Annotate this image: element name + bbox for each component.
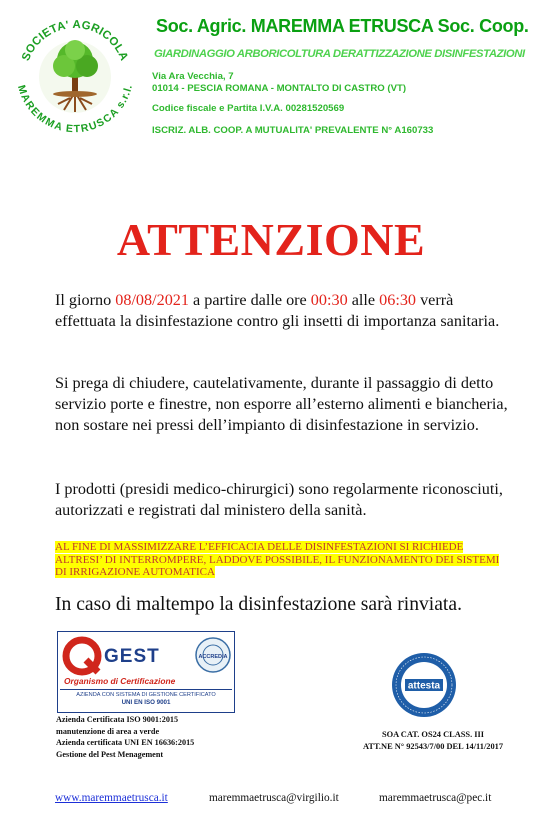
- cert-line: Gestione del Pest Menagement: [56, 749, 164, 759]
- soa-line: SOA CAT. OS24 CLASS. III: [381, 730, 485, 739]
- attesta-seal-icon: [391, 652, 457, 718]
- highlighted-text: AL FINE DI MASSIMIZZARE L’EFFICACIA DELLE DISINFESTAZIONI SI RICHIEDE ALTRESI’ DI INTERROMPERE, LADDOVE POSSIBILE, IL FUNZIONAMENTO DEI SISTEMI DI IRRIGAZIONE AUTOMATICA: [55, 541, 500, 579]
- cert-line: Azienda Certificata ISO 9001:2015: [56, 715, 179, 724]
- cooperative-registration: ISCRIZ. ALB. COOP. A MUTUALITA' PREVALENTE N° A160733: [152, 125, 434, 136]
- paragraph-text: verrà effettuata la disinfestazione contro gli insetti di importanza sanitaria.: [55, 291, 500, 330]
- cert-line: manutenzione di area a verde: [56, 726, 160, 736]
- notice-paragraph-precautions: Si prega di chiudere, cautelativamente, durante il passaggio di detto servizio porte e finestre, non esporre all’esterno alimenti e biancheria, non sostare nei pressi dell’impianto di disinfestazione in servizio.: [55, 374, 508, 434]
- soa-certification: [343, 729, 523, 753]
- logo-text-bottom: MAREMMA ETRUSCA s.r.l.: [15, 83, 135, 136]
- paragraph-text: alle: [347, 291, 380, 309]
- soa-line: ATT.NE N° 92543/7/00 DEL 14/11/2017: [362, 742, 504, 751]
- qgest-brand: GEST: [104, 646, 160, 667]
- email-pec[interactable]: maremmaetrusca@pec.it: [379, 792, 492, 804]
- qgest-q-icon: [62, 636, 102, 676]
- accredia-text: ACCREDIA: [198, 654, 228, 660]
- notice-title: ATTENZIONE: [116, 214, 426, 265]
- end-time: 06:30: [379, 291, 417, 309]
- email-virgilio[interactable]: maremmaetrusca@virgilio.it: [209, 792, 339, 804]
- logo-text-top: SOCIETA' AGRICOLA: [20, 18, 130, 63]
- notice-paragraph-schedule: [55, 290, 515, 332]
- iso-certifications: [56, 714, 194, 760]
- attesta-seal: [391, 652, 457, 718]
- company-name: Soc. Agric. MAREMMA ETRUSCA Soc. Coop.: [156, 16, 529, 36]
- qgest-iso: UNI EN ISO 9001: [121, 699, 171, 706]
- paragraph-text: Il giorno: [55, 291, 116, 309]
- address-line-1: Via Ara Vecchia, 7: [152, 71, 234, 82]
- bad-weather-note: In caso di maltempo la disinfestazione sarà rinviata.: [55, 594, 462, 615]
- irrigation-warning: [55, 541, 507, 579]
- start-time: 00:30: [310, 291, 348, 309]
- accredia-seal-icon: [194, 636, 232, 674]
- tax-code: Codice fiscale e Partita I.V.A. 00281520569: [152, 103, 345, 114]
- qgest-certification-badge: [57, 631, 235, 713]
- qgest-organization: Organismo di Certificazione: [64, 676, 176, 686]
- notice-paragraph-products: I prodotti (presidi medico-chirurgici) sono regolarmente riconosciuti, autorizzati e registrati dal ministero della sanità.: [55, 480, 503, 519]
- company-services: GIARDINAGGIO ARBORICOLTURA DERATTIZZAZIONE DISINFESTAZIONI: [154, 48, 525, 60]
- address-line-2: 01014 - PESCIA ROMANA - MONTALTO DI CASTRO (VT): [152, 83, 407, 94]
- notice-date: 08/08/2021: [115, 291, 189, 309]
- tree-logo-icon: [12, 14, 138, 140]
- qgest-system: AZIENDA CON SISTEMA DI GESTIONE CERTIFICATO: [60, 689, 232, 698]
- cert-line: Azienda certificata UNI EN 16636:2015: [56, 738, 195, 747]
- attesta-brand: attesta: [407, 680, 441, 692]
- website-link[interactable]: www.maremmaetrusca.it: [55, 792, 168, 804]
- paragraph-text: a partire dalle ore: [189, 291, 311, 309]
- company-logo: [12, 14, 138, 140]
